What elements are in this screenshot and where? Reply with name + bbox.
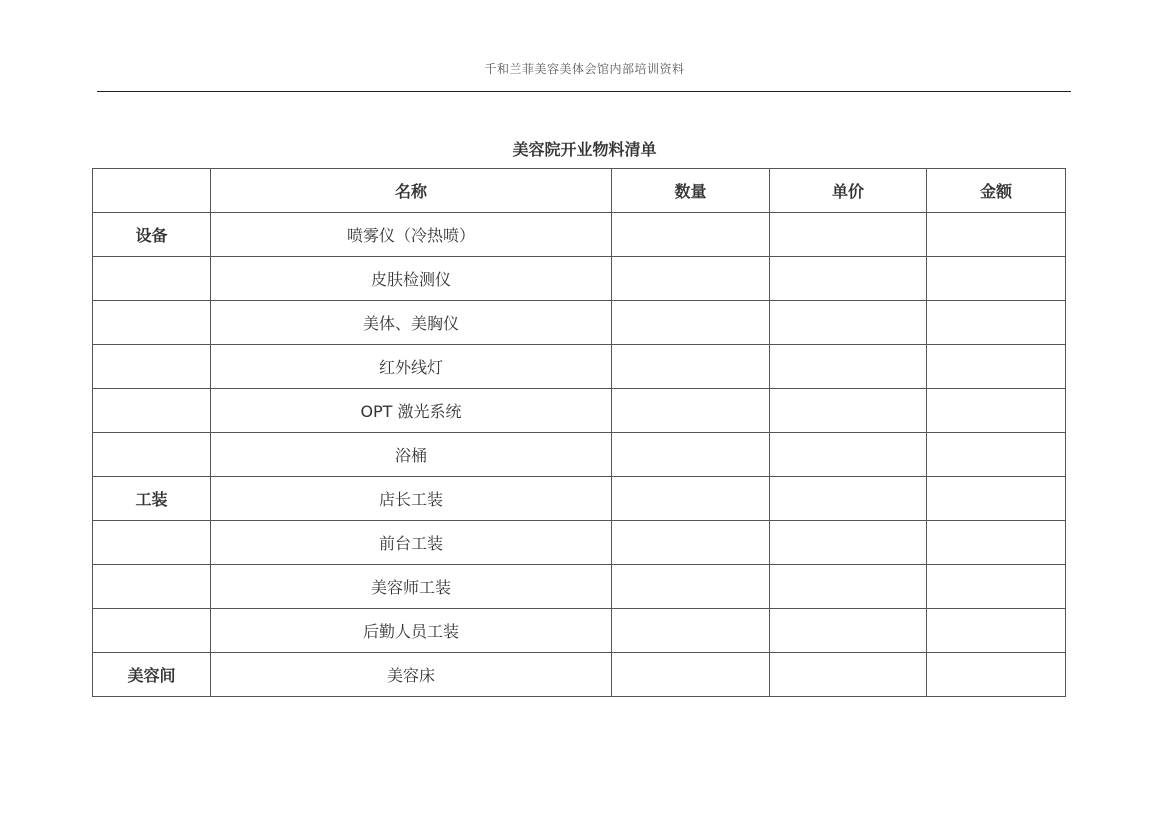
table-row [93, 521, 1066, 565]
category-cell [93, 257, 211, 301]
column-header-category [93, 169, 211, 213]
table-header-row [93, 169, 1066, 213]
table-row [93, 565, 1066, 609]
amount-cell [927, 521, 1066, 565]
amount-cell [927, 477, 1066, 521]
unit-price-cell [770, 565, 927, 609]
quantity-cell [612, 609, 770, 653]
category-cell [93, 389, 211, 433]
table-row [93, 653, 1066, 697]
table-row [93, 433, 1066, 477]
amount-cell [927, 213, 1066, 257]
item-name-cell: 后勤人员工装 [211, 609, 612, 653]
unit-price-cell [770, 521, 927, 565]
quantity-cell [612, 653, 770, 697]
running-header: 千和兰菲美容美体会馆内部培训资料 [484, 62, 685, 76]
amount-cell [927, 257, 1066, 301]
document-title: 美容院开业物料清单 [512, 140, 657, 159]
unit-price-cell [770, 433, 927, 477]
quantity-cell [612, 257, 770, 301]
unit-price-cell [770, 345, 927, 389]
amount-cell [927, 609, 1066, 653]
table-row [93, 301, 1066, 345]
item-name-cell: 美容师工装 [211, 565, 612, 609]
table-row [93, 389, 1066, 433]
item-name-cell: 美容床 [211, 653, 612, 697]
category-cell [93, 433, 211, 477]
item-name-cell: 美体、美胸仪 [211, 301, 612, 345]
category-cell [93, 301, 211, 345]
quantity-cell [612, 301, 770, 345]
header-divider [97, 91, 1071, 92]
quantity-cell [612, 477, 770, 521]
unit-price-cell [770, 301, 927, 345]
item-name-cell: OPT 激光系统 [211, 389, 612, 433]
category-cell: 美容间 [93, 653, 211, 697]
amount-cell [927, 565, 1066, 609]
quantity-cell [612, 389, 770, 433]
amount-cell [927, 345, 1066, 389]
quantity-cell [612, 345, 770, 389]
unit-price-cell [770, 257, 927, 301]
category-cell [93, 565, 211, 609]
amount-cell [927, 653, 1066, 697]
amount-cell [927, 433, 1066, 477]
item-name-cell: 前台工装 [211, 521, 612, 565]
quantity-cell [612, 521, 770, 565]
item-name-cell: 浴桶 [211, 433, 612, 477]
unit-price-cell [770, 389, 927, 433]
column-header-quantity: 数量 [612, 169, 770, 213]
item-name-cell: 红外线灯 [211, 345, 612, 389]
unit-price-cell [770, 653, 927, 697]
amount-cell [927, 301, 1066, 345]
amount-cell [927, 389, 1066, 433]
item-name-cell: 喷雾仪（冷热喷） [211, 213, 612, 257]
column-header-amount: 金额 [927, 169, 1066, 213]
table-row [93, 609, 1066, 653]
table-row [93, 257, 1066, 301]
item-name-cell: 店长工装 [211, 477, 612, 521]
category-cell [93, 609, 211, 653]
table-row [93, 345, 1066, 389]
category-cell: 设备 [93, 213, 211, 257]
unit-price-cell [770, 213, 927, 257]
table-row [93, 213, 1066, 257]
quantity-cell [612, 565, 770, 609]
column-header-unit-price: 单价 [770, 169, 927, 213]
unit-price-cell [770, 609, 927, 653]
column-header-name: 名称 [211, 169, 612, 213]
item-name-cell: 皮肤检测仪 [211, 257, 612, 301]
category-cell: 工装 [93, 477, 211, 521]
category-cell [93, 345, 211, 389]
table-row [93, 477, 1066, 521]
category-cell [93, 521, 211, 565]
quantity-cell [612, 213, 770, 257]
materials-table [92, 168, 1066, 697]
unit-price-cell [770, 477, 927, 521]
quantity-cell [612, 433, 770, 477]
